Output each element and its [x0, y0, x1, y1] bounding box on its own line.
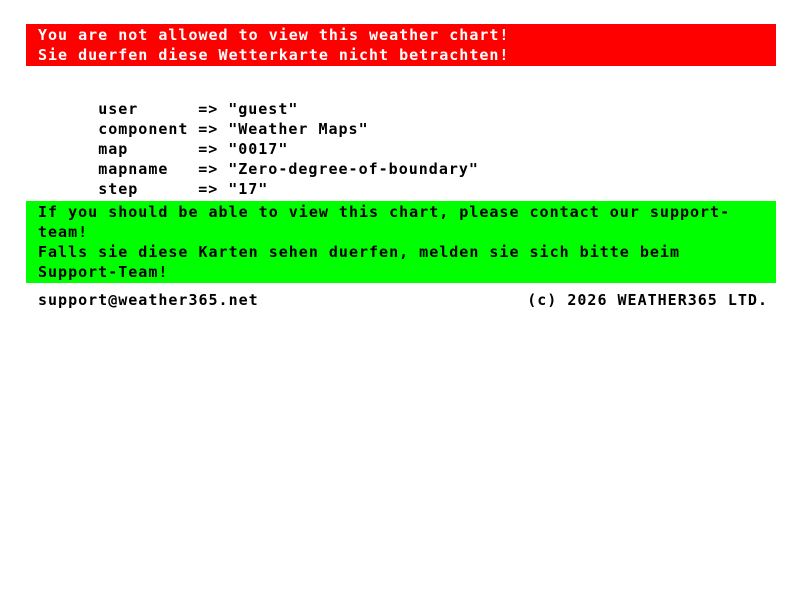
arrow-glyph: => — [198, 180, 219, 198]
footer — [26, 290, 776, 310]
arrow-glyph: => — [198, 160, 219, 178]
support-info-banner — [26, 201, 776, 283]
arrow-glyph: => — [198, 100, 219, 118]
detail-key: map — [98, 140, 129, 158]
copyright-notice: (c) 2026 WEATHER365 LTD. — [527, 291, 768, 309]
detail-row-user — [38, 79, 776, 118]
support-message-en: If you should be able to view this chart, please contact our support-team! — [38, 203, 731, 241]
request-details — [38, 79, 776, 198]
detail-value: "Weather Maps" — [228, 120, 369, 138]
detail-key: step — [98, 180, 139, 198]
detail-value: "17" — [228, 180, 269, 198]
access-denied-message-en: You are not allowed to view this weather chart! — [38, 26, 510, 44]
access-denied-message-de: Sie duerfen diese Wetterkarte nicht betrachten! — [38, 46, 510, 64]
access-denied-banner — [26, 24, 776, 66]
detail-value: "0017" — [228, 140, 289, 158]
error-page — [26, 24, 776, 310]
arrow-glyph: => — [198, 140, 219, 158]
detail-key: component — [98, 120, 189, 138]
arrow-glyph: => — [198, 120, 219, 138]
support-email: support@weather365.net — [38, 291, 259, 309]
detail-key: user — [98, 100, 139, 118]
detail-value: "guest" — [228, 100, 299, 118]
detail-key: mapname — [98, 160, 169, 178]
support-message-de: Falls sie diese Karten sehen duerfen, melden sie sich bitte beim Support-Team! — [38, 243, 680, 281]
detail-value: "Zero-degree-of-boundary" — [228, 160, 479, 178]
